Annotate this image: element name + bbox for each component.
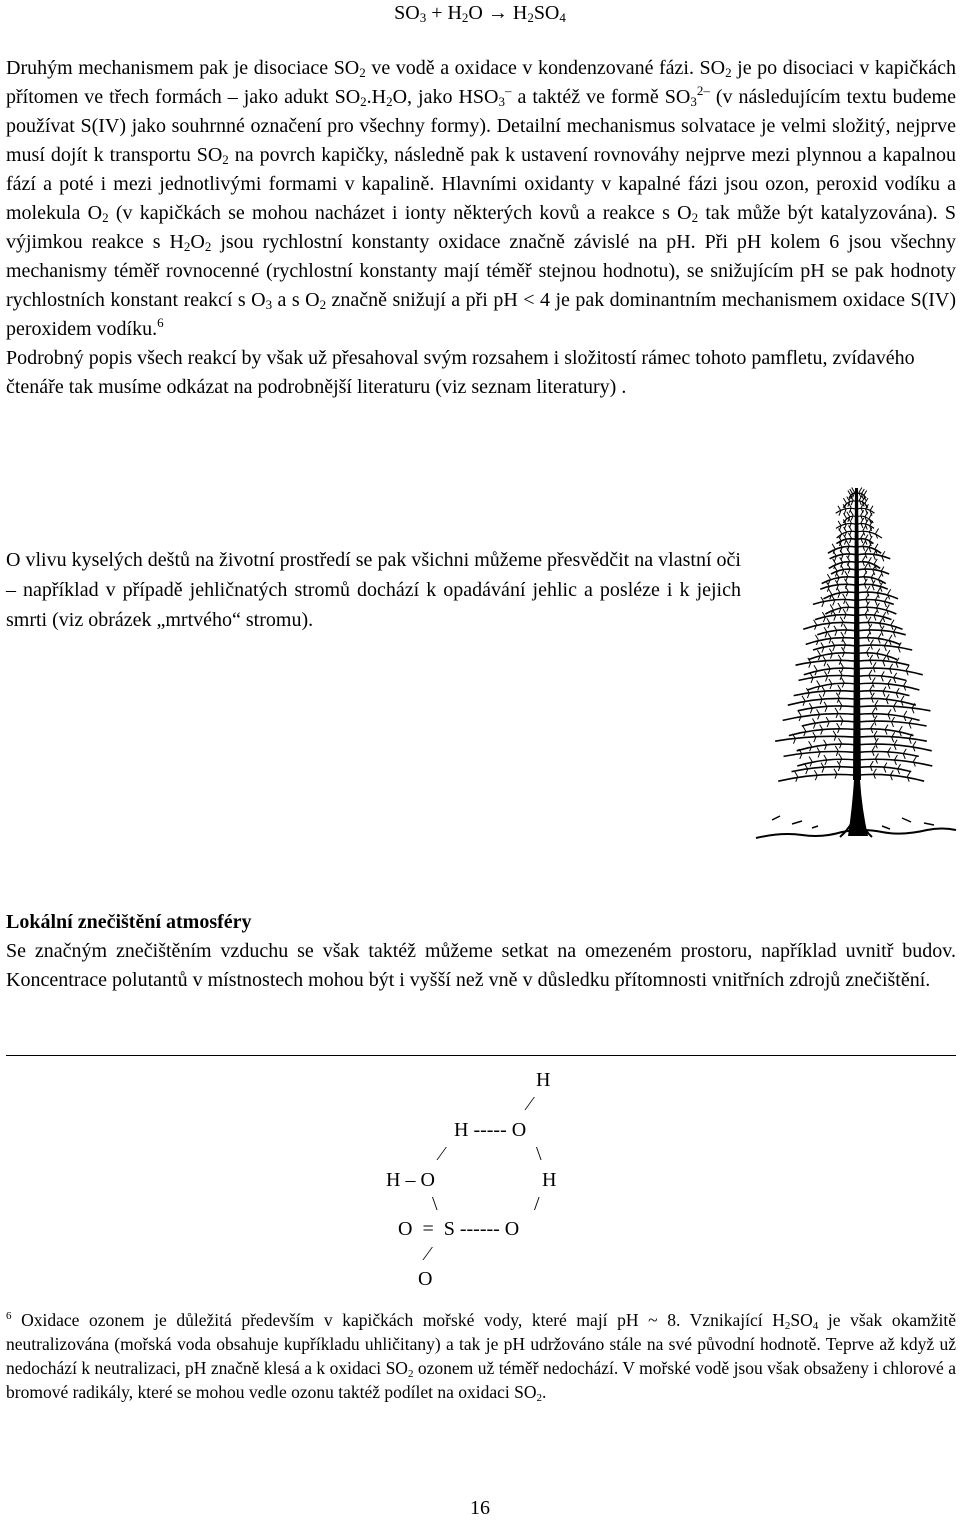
tree-twig: [904, 681, 907, 691]
tree-twig: [815, 635, 818, 645]
dead-tree-illustration: [752, 480, 960, 842]
section-title: Lokální znečištění atmosféry: [6, 911, 252, 933]
tree-twig: [817, 681, 820, 691]
paragraph-acid-rain: O vlivu kyselých deštů na životní prostředí se pak všichni můžeme přesvědčit na vlastní oči – například v případě jehličnatých stromů dochází k opadávání jehlic a posléze i k jejich smrti (viz obrázek „mrtvého“ stromu).: [6, 549, 741, 631]
atom-h-top: H: [536, 1069, 551, 1091]
tree-branches: [775, 488, 932, 782]
tree-twig: [878, 574, 881, 584]
tree-twig: [901, 696, 904, 706]
paragraph-oxidation-mechanism: [6, 54, 956, 402]
tree-twig: [827, 574, 830, 584]
footnote-text: $^6$ Oxidace ozonem je důležitá především v kapičkách mořské vody, které mají pH ~ 8. Vznikající $H_2SO_4$ je však okamžitě neutralizována (mořská voda obsahuje kupříkladu uhličitany) a tak je pH udržováno stále na své původní hodnotě. Teprve až když už nedochází k neutralizaci, pH značně klesá a k oxidaci $SO_2$ ozonem už téměř nedochází. V mořské vodě jsou však obsaženy i chlorové a bromové radikály, které se mohou vedle ozonu taktéž podílet na oxidaci $SO_2$.: [6, 1310, 956, 1404]
tree-twig: [830, 605, 833, 615]
h-o-left: H – O: [386, 1169, 435, 1191]
tree-twig: [899, 726, 902, 736]
tree-twig: [889, 635, 892, 645]
tree-twig: [906, 665, 909, 675]
tree-twig: [904, 711, 907, 721]
tree-twig: [795, 772, 798, 782]
bond-slash-4: ⁄: [426, 1243, 430, 1265]
paragraph-literature-note: Podrobný popis všech reakcí by však už přesahoval svým rozsahem i složitostí rámec tohoto pamfletu, zvídavého čtenáře tak musíme odkázat na podrobnější literaturu (viz seznam literatury) .: [6, 347, 915, 398]
footnote-separator: [6, 1055, 956, 1056]
bond-backslash-1: \: [536, 1143, 542, 1165]
tree-twig: [817, 650, 820, 660]
tree-twig: [888, 589, 891, 599]
tree-twig: [876, 529, 879, 539]
tree-twig: [829, 589, 832, 599]
tree-twig: [913, 757, 916, 767]
tree-twig: [907, 772, 910, 782]
bond-slash-3: /: [534, 1193, 540, 1215]
bond-slash-1: ⁄: [528, 1093, 532, 1115]
tree-twig: [809, 741, 812, 751]
tree-twig: [798, 711, 801, 721]
tree-twig: [814, 665, 817, 675]
section-text: Se značným znečištěním vzduchu se však taktéž můžeme setkat na omezeném prostoru, například uvnitř budov. Koncentrace polutantů v místnostech mohou být i vyšší než vně v důsledku přítomnosti vnitřních zdrojů znečištění.: [6, 940, 956, 991]
reaction-equation: $SO_3 + H_2O \to H_2SO_4$: [394, 2, 566, 25]
molecule-structure: [360, 1062, 600, 1302]
tree-twig: [913, 741, 916, 751]
tree-twig: [803, 726, 806, 736]
atom-h-right: H: [542, 1169, 557, 1191]
bond-backslash-2: \: [432, 1193, 438, 1215]
paragraph-text: Druhým mechanismem pak je disociace $SO_2$ ve vodě a oxidace v kondenzované fázi. $SO_2$ je po disociaci v kapičkách přítomen ve třech formách – jako adukt $SO_2.H_2O$, jako $HSO_3^-$ a taktéž ve formě $SO_3^{2-}$ (v následujícím textu budeme používat S(IV) jako souhrnné označení pro všechny formy). Detailní mechanismus solvatace je velmi složitý, nejprve musí dojít k transportu $SO_2$ na povrch kapičky, následně pak k ustavení rovnováhy nejprve mezi plynnou a kapalnou fází a poté i mezi jednotlivými formami v kapalině. Hlavními oxidanty v kapalné fázi jsou ozon, peroxid vodíku a molekula $O_2$ (v kapičkách se mohou nacházet i ionty některých kovů a reakce s $O_2$ tak může být katalyzována). S výjimkou reakce s $H_2O_2$ jsou rychlostní konstanty oxidace značně závislé na pH. Při pH kolem 6 jsou všechny mechanismy téměř rovnocenné (rychlostní konstanty mají téměř stejnou hodnotu), se snižujícím pH se pak hodnoty rychlostních konstant reakcí s $O_3$ a s $O_2$ značně snižují a při pH < 4 je pak dominantním mechanismem oxidace S(IV) peroxidem vodíku.$^6$: [6, 57, 956, 340]
tree-twig: [850, 510, 853, 520]
tree-twig: [887, 650, 890, 660]
o-s-o-row: O = S ------ O: [398, 1218, 520, 1240]
page-number: 16: [470, 1497, 490, 1519]
tree-twig: [886, 605, 889, 615]
tree-twig: [809, 757, 812, 767]
tree-twig: [802, 696, 805, 706]
footnote: [6, 1308, 956, 1404]
tree-twig: [814, 620, 817, 630]
tree-twig: [891, 620, 894, 630]
bond-slash-2: ⁄: [440, 1143, 444, 1165]
h-o-bond-row: H ----- O: [454, 1119, 527, 1141]
atom-o-bottom: O: [418, 1268, 433, 1290]
